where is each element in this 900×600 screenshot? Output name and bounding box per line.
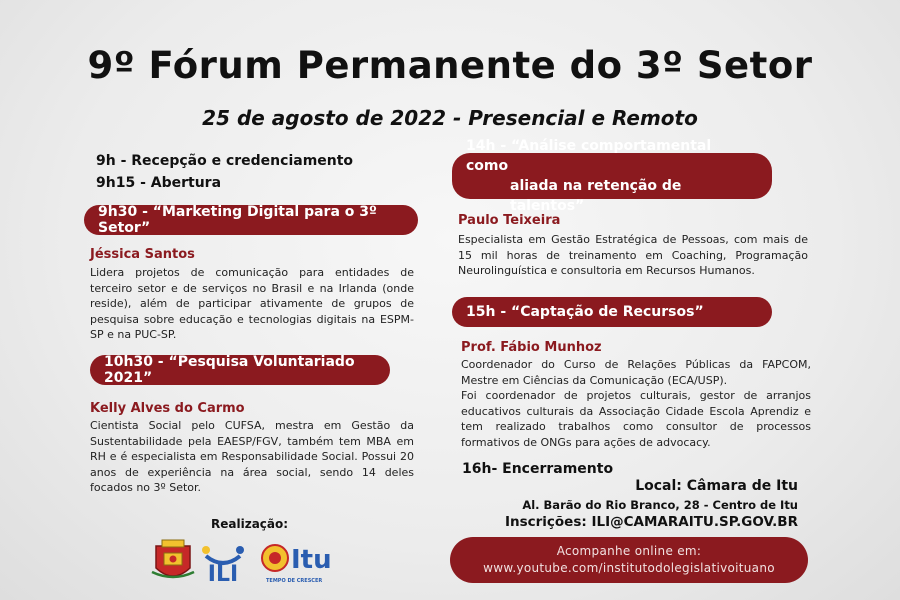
session-pill-marketing: 9h30 - “Marketing Digital para o 3º Setor” [84, 205, 418, 235]
itu-logo-tagline: TEMPO DE CRESCER [266, 578, 323, 584]
speaker-bio [461, 357, 811, 450]
speaker-name: Prof. Fábio Munhoz [461, 340, 602, 355]
ili-logo-icon [202, 546, 244, 586]
sponsor-logos [148, 536, 348, 586]
speaker-bio: Lidera projetos de comunicação para entidades de terceiro setor e de serviços no Brasil e na Irlanda (onde reside), além de participar ativamente de grupos de pesquisa sobre educação e tecnologias digitais na ESPM-SP e na PUC-SP. [90, 266, 414, 341]
page-title: 9º Fórum Permanente do 3º Setor [87, 44, 813, 87]
online-url-link[interactable]: www.youtube.com/institutodolegislativoituano [483, 561, 775, 575]
session-pill-captacao: 15h - “Captação de Recursos” [452, 297, 772, 327]
itu-logo-text: Itu [291, 545, 332, 575]
schedule-closing: 16h- Encerramento [462, 461, 614, 477]
venue-address: Al. Barão do Rio Branco, 28 - Centro de Itu [522, 498, 798, 512]
coat-of-arms-icon [152, 540, 194, 577]
speaker-name: Kelly Alves do Carmo [90, 401, 245, 416]
session-pill-voluntariado: 10h30 - “Pesquisa Voluntariado 2021” [90, 355, 390, 385]
speaker-bio-part-2: Foi coordenador de projetos culturais, gestor de arranjos educativos culturais da Associação Cidade Escola Aprendiz e tem realizado trabalhos como consultor de processos formativos de ONGs para ações de advocacy. [461, 389, 811, 449]
ili-logo-text: ILI [207, 562, 239, 586]
pill-line-2: aliada na retenção de talentos” [510, 178, 682, 214]
online-label: Acompanhe online em: [556, 544, 702, 558]
speaker-bio-part-1: Coordenador do Curso de Relações Públicas da FAPCOM, Mestre em Ciências da Comunicação (ECA/USP). [461, 358, 811, 387]
itu-logo-icon [262, 545, 332, 584]
schedule-opening: 9h15 - Abertura [96, 175, 222, 191]
speaker-name: Jéssica Santos [90, 247, 195, 262]
schedule-reception: 9h - Recepção e credenciamento [96, 153, 354, 169]
page-subtitle: 25 de agosto de 2022 - Presencial e Remoto [202, 106, 698, 130]
speaker-bio: Especialista em Gestão Estratégica de Pessoas, com mais de 15 mil horas de treinamento em Coaching, Programação Neurolinguística e consultoria em Recursos Humanos. [458, 233, 808, 277]
realizacao-label: Realização: [211, 517, 289, 531]
venue-local: Local: Câmara de Itu [635, 478, 798, 494]
online-banner[interactable] [450, 537, 808, 583]
speaker-bio: Cientista Social pelo CUFSA, mestra em Gestão da Sustentabilidade pela EAESP/FGV, também tem MBA em RH e é especialista em Responsabilidade Social. Possui 20 anos de experiência na área social, sendo 14 deles focados no 3º Setor. [90, 419, 414, 494]
session-pill-comportamental [452, 138, 772, 214]
venue-inscricoes: Inscrições: ILI@CAMARAITU.SP.GOV.BR [504, 514, 798, 530]
pill-line-1: 14h - “Análise comportamental como [466, 138, 712, 174]
speaker-name: Paulo Teixeira [458, 213, 561, 228]
schedule-block [96, 150, 353, 194]
